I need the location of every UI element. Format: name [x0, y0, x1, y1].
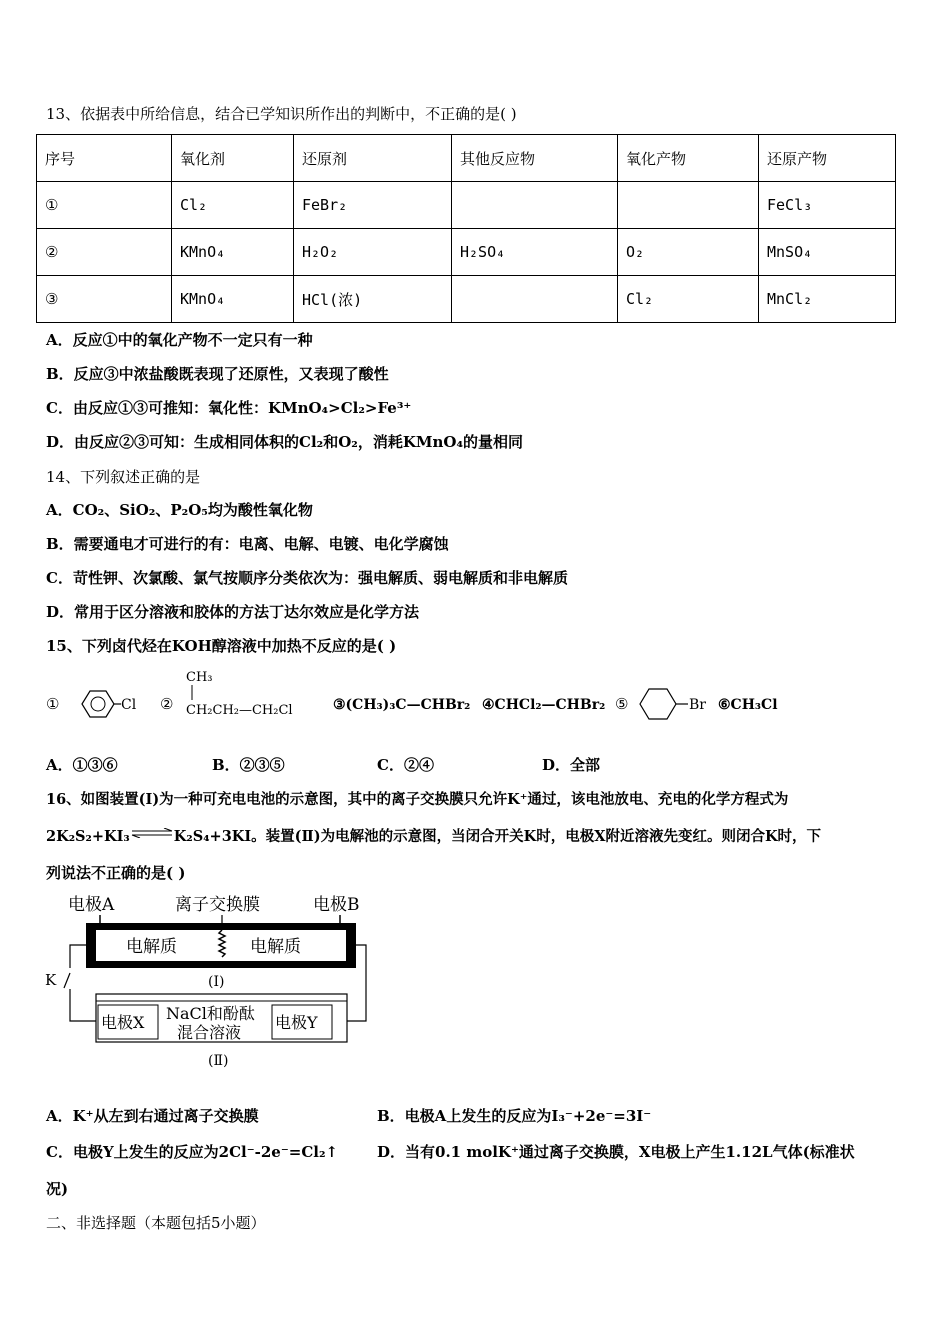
q15-option-b: B．②③⑤ [212, 756, 285, 774]
solution-label-2: 混合溶液 [177, 1023, 242, 1042]
q13-option-c: C．由反应①③可推知：氧化性：KMnO₄>Cl₂>Fe³⁺ [46, 399, 412, 417]
table-row [37, 182, 896, 229]
q15-option-a: A．①③⑥ [46, 756, 118, 774]
table-cell: O₂ [618, 229, 759, 276]
electrode-a-label: 电极A [68, 895, 115, 915]
q13-option-d: D．由反应②③可知：生成相同体积的Cl₂和O₂，消耗KMnO₄的量相同 [46, 433, 524, 451]
solution-label-1: NaCl和酚酞 [166, 1004, 255, 1023]
wire-left [70, 945, 86, 968]
label-cell-i: (Ⅰ) [208, 974, 225, 990]
q14-option-a: A．CO₂、SiO₂、P₂O₅均为酸性氧化物 [46, 501, 313, 519]
q15-item2-top: CH₃ [186, 670, 213, 685]
electrode-b-label: 电极B [313, 895, 360, 915]
section-heading: 二、非选择题（本题包括5小题） [46, 1214, 266, 1232]
table-header-cell: 序号 [37, 135, 172, 182]
q16-stem-line1 [46, 788, 788, 809]
q16-figure [40, 888, 370, 1078]
label-cell-ii: (Ⅱ) [208, 1053, 229, 1069]
table-cell: ② [37, 229, 172, 276]
q16-stem-text: 16、如图装置(Ⅰ)为一种可充电电池的示意图，其中的离子交换膜只允许K⁺通过，该电池放电、充电的化学方程式为 [46, 791, 789, 808]
q15-item1-mark: ① [46, 695, 60, 713]
benzene-ring-icon [82, 691, 121, 717]
q15-stem: 15、下列卤代烃在KOH醇溶液中加热不反应的是( ) [46, 637, 397, 655]
q16-stem-line2 [46, 825, 821, 846]
table-header-cell: 还原剂 [294, 135, 452, 182]
table-cell: FeCl₃ [759, 182, 896, 229]
q14-option-c: C．苛性钾、次氯酸、氯气按顺序分类依次为：强电解质、弱电解质和非电解质 [46, 569, 568, 587]
q13-table [36, 134, 896, 323]
reversible-arrow-icon [130, 825, 174, 842]
table-row [37, 276, 896, 323]
q14-stem: 14、下列叙述正确的是 [46, 468, 201, 486]
q16-option-c: C．电极Y上发生的反应为2Cl⁻-2e⁻=Cl₂↑ [46, 1143, 339, 1161]
q15-item5-mark: ⑤ [615, 695, 629, 713]
table-cell: FeBr₂ [294, 182, 452, 229]
q15-item4: ④CHCl₂—CHBr₂ [482, 697, 606, 713]
table-header-cell: 其他反应物 [452, 135, 618, 182]
q16-stem-line3: 列说法不正确的是( ) [46, 864, 186, 882]
q13-stem: 13、依据表中所给信息，结合已学知识所作出的判断中，不正确的是( ) [46, 105, 517, 123]
q16-option-a: A．K⁺从左到右通过离子交换膜 [46, 1107, 259, 1125]
q16-equation-right: K₂S₄+3KI。装置(Ⅱ)为电解池的示意图，当闭合开关K时，电极X附近溶液先变红。则闭合K时，下 [173, 828, 822, 845]
q15-item6: ⑥CH₃Cl [718, 697, 778, 713]
table-row [37, 229, 896, 276]
q15-option-c: C．②④ [377, 756, 434, 774]
electrolyte-right: 电解质 [250, 937, 301, 957]
table-cell: H₂SO₄ [452, 229, 618, 276]
q13-option-a: A．反应①中的氧化产物不一定只有一种 [46, 331, 313, 349]
table-cell: Cl₂ [618, 276, 759, 323]
q15-structures [0, 664, 950, 724]
table-cell: KMnO₄ [172, 229, 294, 276]
table-cell: KMnO₄ [172, 276, 294, 323]
table-cell: ③ [37, 276, 172, 323]
switch-k [64, 973, 70, 988]
table-cell: MnCl₂ [759, 276, 896, 323]
q16-equation-left: 2K₂S₂+KI₃ [46, 828, 130, 845]
table-cell: MnSO₄ [759, 229, 896, 276]
table-header-cell: 氧化产物 [618, 135, 759, 182]
q13-option-b: B．反应③中浓盐酸既表现了还原性，又表现了酸性 [46, 365, 389, 383]
table-header-cell: 还原产物 [759, 135, 896, 182]
q15-item5-group: Br [689, 697, 706, 713]
q15-item1-group: Cl [121, 697, 137, 713]
q14-option-d: D．常用于区分溶液和胶体的方法丁达尔效应是化学方法 [46, 603, 420, 621]
table-header-row [37, 135, 896, 182]
q15-item2-chain: CH₂CH₂—CH₂Cl [186, 703, 293, 718]
cyclohexane-ring-icon [640, 689, 688, 719]
q14-option-b: B．需要通电才可进行的有：电离、电解、电镀、电化学腐蚀 [46, 535, 449, 553]
q16-option-d-cont: 况) [46, 1180, 69, 1198]
table-cell: Cl₂ [172, 182, 294, 229]
table-cell: HCl(浓) [294, 276, 452, 323]
switch-k-label: K [45, 971, 57, 989]
table-cell [452, 276, 618, 323]
electrode-y-label: 电极Y [275, 1013, 318, 1032]
table-cell: H₂O₂ [294, 229, 452, 276]
membrane-label: 离子交换膜 [175, 895, 260, 915]
electrode-x-label: 电极X [101, 1013, 145, 1032]
q15-item2-mark: ② [160, 695, 174, 713]
electrolyte-left: 电解质 [126, 937, 177, 957]
q16-option-b: B．电极A上发生的反应为I₃⁻+2e⁻=3I⁻ [377, 1107, 652, 1125]
table-cell: ① [37, 182, 172, 229]
table-cell [618, 182, 759, 229]
q15-item3: ③(CH₃)₃C—CHBr₂ [333, 697, 471, 713]
q15-option-d: D．全部 [542, 756, 601, 774]
q16-option-d: D．当有0.1 molK⁺通过离子交换膜，X电极上产生1.12L气体(标准状 [377, 1143, 855, 1161]
wire-left-lower [70, 989, 96, 1021]
table-cell [452, 182, 618, 229]
table-header-cell: 氧化剂 [172, 135, 294, 182]
